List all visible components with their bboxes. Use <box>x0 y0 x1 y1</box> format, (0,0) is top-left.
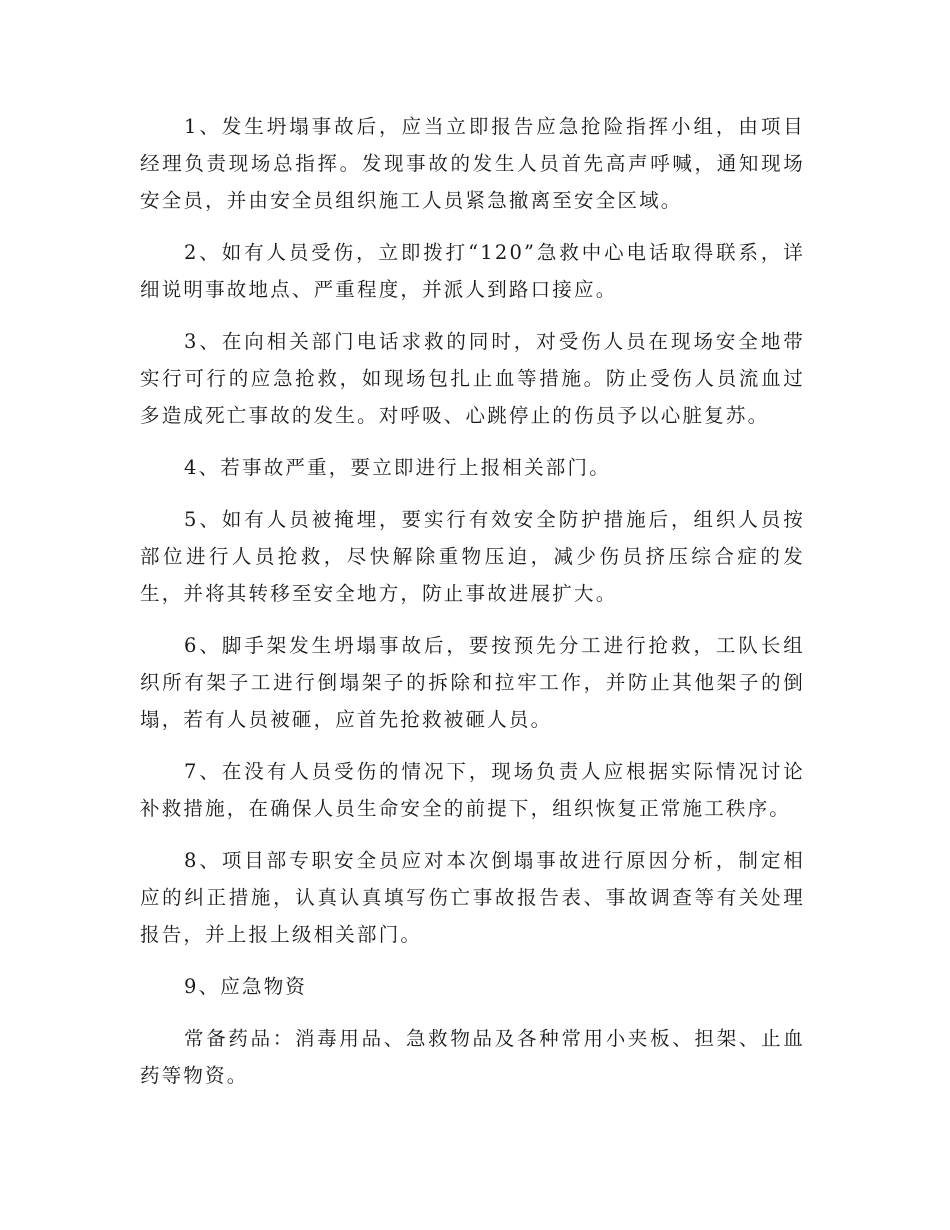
paragraph-9-heading: 9、应急物资 <box>184 975 308 998</box>
paragraph-1: 1、发生坍塌事故后，应当立即报告应急抢险指挥小组，由项目经理负责现场总指挥。发现事故的发生人员首先高声呼喊，通知现场安全员，并由安全员组织施工人员紧急撤离至安全区域。 <box>140 115 805 212</box>
paragraph-6: 6、脚手架发生坍塌事故后，要按预先分工进行抢救，工队长组织所有架子工进行倒塌架子的拆除和拉牢工作，并防止其他架子的倒塌，若有人员被砸，应首先抢救被砸人员。 <box>140 634 805 731</box>
paragraph-8: 8、项目部专职安全员应对本次倒塌事故进行原因分析，制定相应的纠正措施，认真认真填写伤亡事故报告表、事故调查等有关处理报告，并上报上级相关部门。 <box>140 849 805 946</box>
paragraph-5: 5、如有人员被掩埋，要实行有效安全防护措施后，组织人员按部位进行人员抢救，尽快解除重物压迫，减少伤员挤压综合症的发生，并将其转移至安全地方，防止事故进展扩大。 <box>140 508 805 605</box>
paragraph-7: 7、在没有人员受伤的情况下，现场负责人应根据实际情况讨论补救措施，在确保人员生命安全的前提下，组织恢复正常施工秩序。 <box>140 760 805 820</box>
document-body <box>140 108 805 1109</box>
paragraph-4: 4、若事故严重，要立即进行上报相关部门。 <box>184 456 611 479</box>
paragraph-supplies: 常备药品：消毒用品、急救物品及各种常用小夹板、担架、止血药等物资。 <box>140 1027 805 1087</box>
paragraph-3: 3、在向相关部门电话求救的同时，对受伤人员在现场安全地带实行可行的应急抢救，如现场包扎止血等措施。防止受伤人员流血过多造成死亡事故的发生。对呼吸、心跳停止的伤员予以心脏复苏。 <box>140 330 805 427</box>
paragraph-2: 2、如有人员受伤，立即拨打“120”急救中心电话取得联系，详细说明事故地点、严重程度，并派人到路口接应。 <box>140 241 805 301</box>
